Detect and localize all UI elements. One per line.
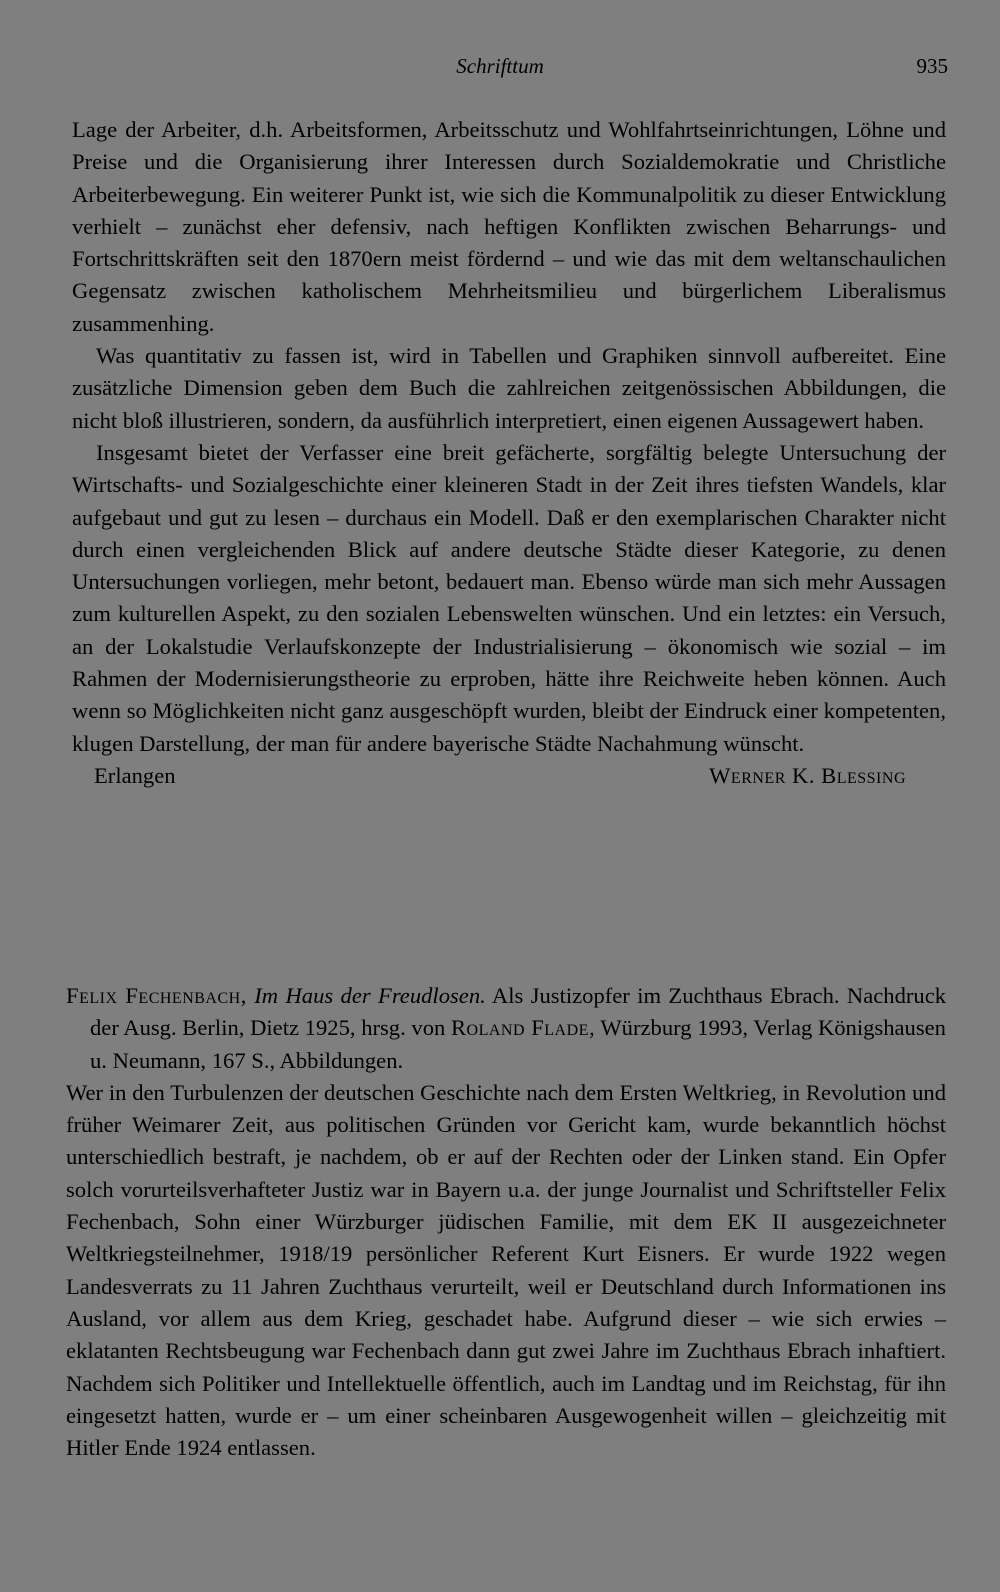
running-title: Schrifttum	[456, 54, 544, 78]
book-details-1: Als Justizopfer im Zuchthaus Ebrach. Nachdruck der Ausg. Berlin, Dietz 1925, hrsg. von	[90, 983, 947, 1041]
running-head	[0, 54, 1000, 86]
review-1	[72, 114, 946, 792]
review-1-signature	[72, 760, 946, 792]
review-1-paragraph-2: Was quantitativ zu fassen ist, wird in Tabellen und Graphiken sinnvoll aufbereitet. Eine zusätzliche Dimension geben dem Buch die zahlreichen zeitgenössischen Abbildungen, die nicht bloß illustrieren, sondern, da ausführlich interpretiert, einen eigenen Aussagewert haben.	[72, 343, 946, 433]
book-title: Im Haus der Freudlosen.	[254, 983, 486, 1008]
review-2-body: Wer in den Turbulenzen der deutschen Geschichte nach dem Ersten Weltkrieg, in Revolution und früher Weimarer Zeit, aus politischen Gründen vor Gericht kam, wurde bekanntlich höchst unterschiedlich bestraft, je nachdem, ob er auf der Rechten oder der Linken stand. Ein Opfer solch vorurteilsverhafteter Justiz war in Bayern u.a. der junge Journalist und Schriftsteller Felix Fechenbach, Sohn einer Würzburger jüdischen Familie, mit dem EK II ausgezeichneter Weltkriegsteilnehmer, 1918/19 persönlicher Referent Kurt Eisners. Er wurde 1922 wegen Landesverrats zu 11 Jahren Zuchthaus verurteilt, weil er Deutschland durch Informationen ins Ausland, vor allem aus dem Krieg, geschadet habe. Aufgrund dieser – wie sich erwies – eklatanten Rechtsbeugung war Fechenbach dann gut zwei Jahre im Zuchthaus Ebrach inhaftiert. Nachdem sich Politiker und Intellektuelle öffentlich, auch im Landtag und im Reichstag, für ihn eingesetzt hatten, wurde er – um einer scheinbaren Ausgewogenheit willen – gleichzeitig mit Hitler Ende 1924 entlassen.	[66, 1079, 946, 1461]
review-2	[66, 980, 946, 1464]
book-author: Felix Fechenbach,	[66, 983, 247, 1008]
book-editor: Roland Flade,	[450, 1015, 596, 1041]
reviewer-place: Erlangen	[94, 762, 176, 788]
reviewer-name: Werner K. Blessing	[709, 762, 906, 788]
review-1-paragraph-1: Lage der Arbeiter, d.h. Arbeitsformen, Arbeitsschutz und Wohlfahrtseinrichtungen, Löhne und Preise und die Organisierung ihrer Interessen durch Sozialdemokratie und Christliche Arbeiterbewegung. Ein weiterer Punkt ist, wie sich die Kommunalpolitik zu dieser Entwicklung verhielt – zunächst eher defensiv, nach heftigen Konflikten zwischen Beharrungs- und Fortschrittskräften seit den 1870ern meist fördernd – und wie das mit dem weltanschaulichen Gegensatz zwischen katholischem Mehrheitsmilieu und bürgerlichem Liberalismus zusammenhing.	[72, 117, 946, 336]
book-details-2: Würzburg 1993, Verlag Königshausen u. Neumann, 167 S., Abbildungen.	[90, 1015, 946, 1073]
review-1-paragraph-3: Insgesamt bietet der Verfasser eine breit gefächerte, sorgfältig belegte Untersuchung der Wirtschafts- und Sozialgeschichte einer kleineren Stadt in der Zeit ihres tiefsten Wandels, klar aufgebaut und gut zu lesen – durchaus ein Modell. Daß er den exemplarischen Charakter nicht durch einen vergleichenden Blick auf andere deutsche Städte dieser Kategorie, zu denen Untersuchungen vorliegen, mehr betont, bedauert man. Ebenso würde man sich mehr Aussagen zum kulturellen Aspekt, zu den sozialen Lebenswelten wünschen. Und ein letztes: ein Versuch, an der Lokalstudie Verlaufskonzepte der Industrialisierung – ökonomisch wie sozial – im Rahmen der Modernisierungstheorie zu erproben, hätte ihre Reichweite heben können. Auch wenn so Möglichkeiten nicht ganz ausgeschöpft wurden, bleibt der Eindruck einer kompetenten, klugen Darstellung, der man für andere bayerische Städte Nachahmung wünscht.	[72, 439, 946, 756]
bibliographic-entry	[66, 980, 946, 1077]
page-number: 935	[916, 54, 948, 78]
